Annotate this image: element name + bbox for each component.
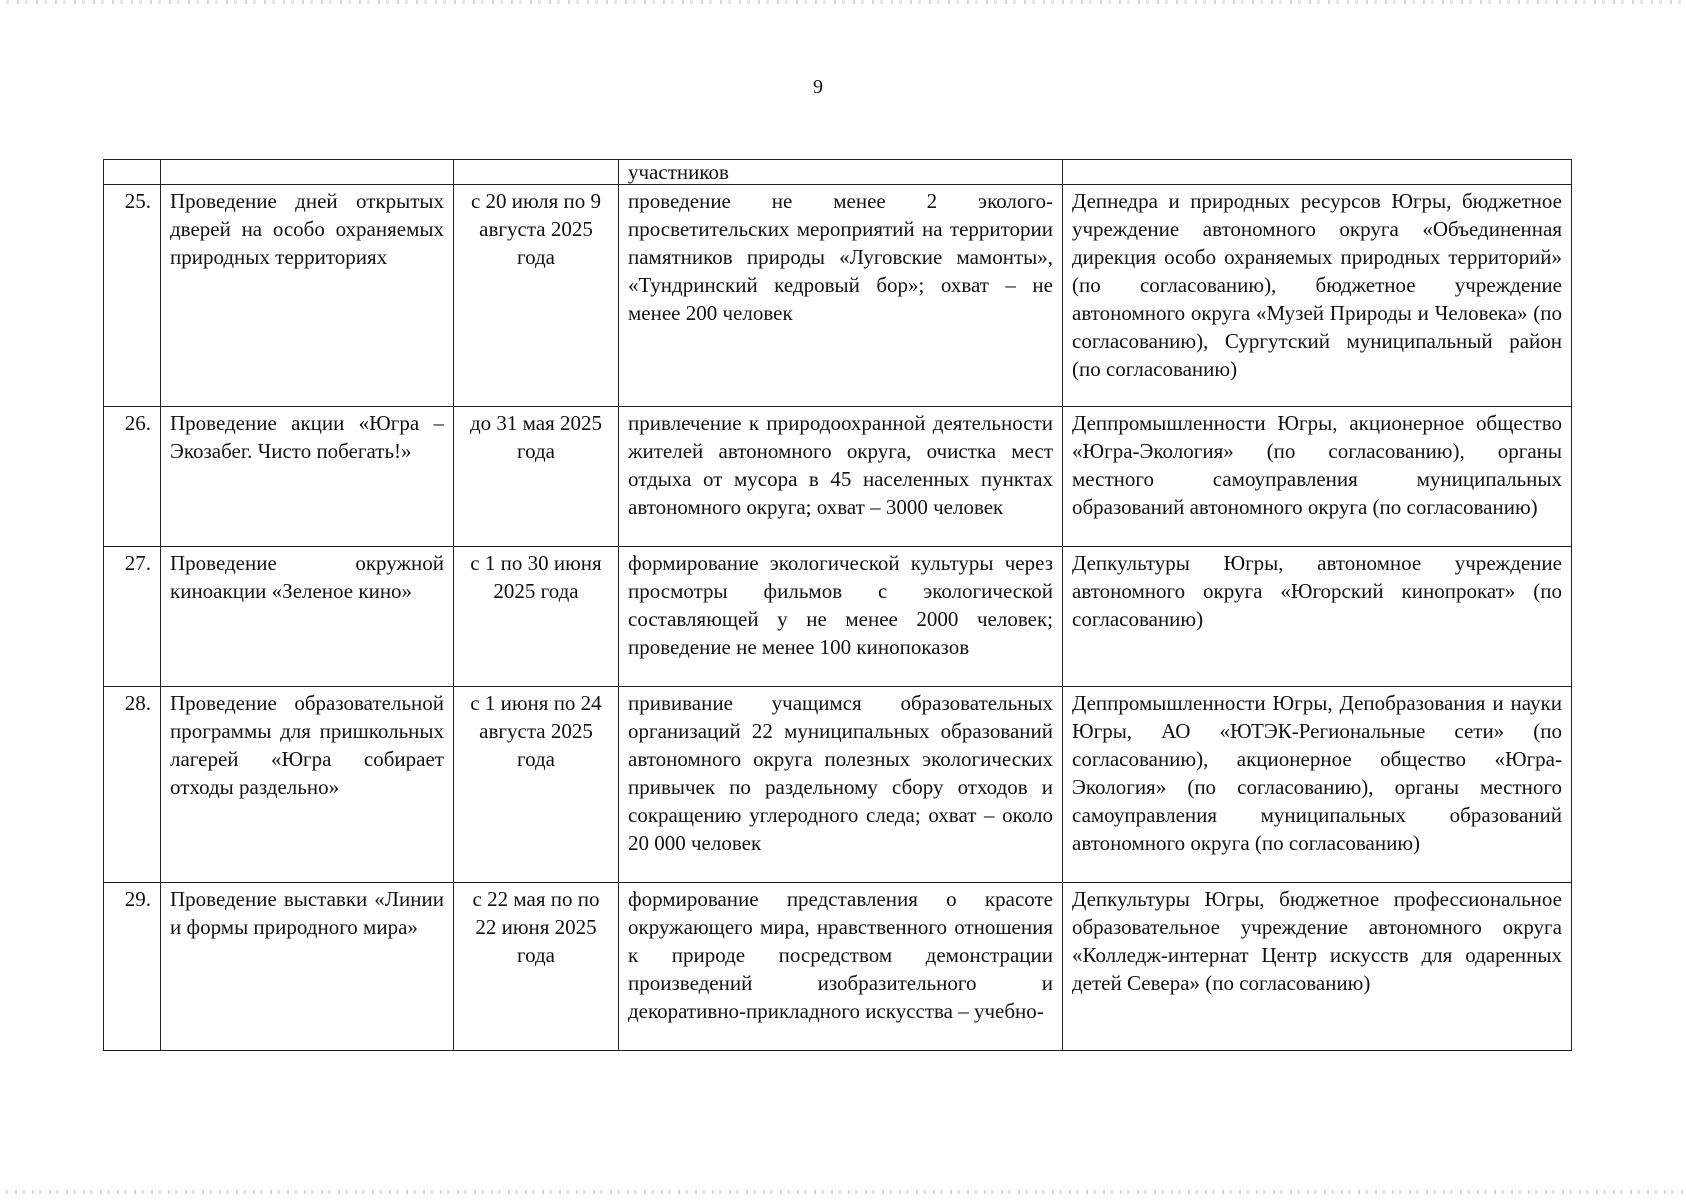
cell-name: [161, 160, 454, 185]
table-row: [104, 883, 1572, 1051]
cell-result: проведение не менее 2 эколого-просветительских мероприятий на территории памятников природы «Луговские мамонты», «Тундринский кедровый бор»; охват – не менее 200 человек: [619, 185, 1063, 407]
cell-name: Проведение образовательной программы для пришкольных лагерей «Югра собирает отходы раздельно»: [161, 687, 454, 883]
cell-result: формирование экологической культуры через просмотры фильмов с экологической составляющей у не менее 2000 человек; проведение не менее 100 кинопоказов: [619, 547, 1063, 687]
cell-name: Проведение окружной киноакции «Зеленое кино»: [161, 547, 454, 687]
cell-date: с 20 июля по 9 августа 2025 года: [454, 185, 619, 407]
cell-num: [104, 160, 161, 185]
cell-result: прививание учащимся образовательных организаций 22 муниципальных образований автономного округа полезных экологических привычек по раздельному сбору отходов и сокращению углеродного следа; охват – около 20 000 человек: [619, 687, 1063, 883]
cell-num: 25.: [104, 185, 161, 407]
events-table: [103, 159, 1572, 1051]
cell-executors: Деппромышленности Югры, Депобразования и науки Югры, АО «ЮТЭК-Региональные сети» (по согласованию), акционерное общество «Югра-Экология» (по согласованию), органы местного самоуправления муниципальных образований автономного округа (по согласованию): [1063, 687, 1572, 883]
cell-executors: Депкультуры Югры, автономное учреждение автономного округа «Югорский кинопрокат» (по согласованию): [1063, 547, 1572, 687]
cell-executors: Депнедра и природных ресурсов Югры, бюджетное учреждение автономного округа «Объединенная дирекция особо охраняемых природных территорий» (по согласованию), бюджетное учреждение автономного округа «Музей Природы и Человека» (по согласованию), Сургутский муниципальный район (по согласованию): [1063, 185, 1572, 407]
cell-num: 28.: [104, 687, 161, 883]
cell-date: с 1 по 30 июня 2025 года: [454, 547, 619, 687]
table-row: [104, 547, 1572, 687]
cell-executors: Депкультуры Югры, бюджетное профессиональное образовательное учреждение автономного округа «Колледж-интернат Центр искусств для одаренных детей Севера» (по согласованию): [1063, 883, 1572, 1051]
scan-edge-top: [0, 0, 1686, 4]
cell-result: участников: [619, 160, 1063, 185]
cell-name: Проведение акции «Югра – Экозабег. Чисто побегать!»: [161, 407, 454, 547]
cell-executors: [1063, 160, 1572, 185]
cell-result: формирование представления о красоте окружающего мира, нравственного отношения к природе посредством демонстрации произведений изобразительного и декоративно-прикладного искусства – учебно-: [619, 883, 1063, 1051]
cell-name: Проведение дней открытых дверей на особо охраняемых природных территориях: [161, 185, 454, 407]
page-number: 9: [813, 76, 823, 98]
table-row: [104, 407, 1572, 547]
cell-executors: Деппромышленности Югры, акционерное общество «Югра-Экология» (по согласованию), органы местного самоуправления муниципальных образований автономного округа (по согласованию): [1063, 407, 1572, 547]
cell-result: привлечение к природоохранной деятельности жителей автономного округа, очистка мест отдыха от мусора в 45 населенных пунктах автономного округа; охват – 3000 человек: [619, 407, 1063, 547]
cell-date: с 1 июня по 24 августа 2025 года: [454, 687, 619, 883]
table-row-continuation: [104, 160, 1572, 185]
cell-num: 26.: [104, 407, 161, 547]
table-row: [104, 185, 1572, 407]
cell-date: до 31 мая 2025 года: [454, 407, 619, 547]
cell-num: 29.: [104, 883, 161, 1051]
cell-date: [454, 160, 619, 185]
table-row: [104, 687, 1572, 883]
cell-date: с 22 мая по по 22 июня 2025 года: [454, 883, 619, 1051]
scan-edge-bottom: [0, 1190, 1686, 1194]
cell-num: 27.: [104, 547, 161, 687]
cell-name: Проведение выставки «Линии и формы природного мира»: [161, 883, 454, 1051]
